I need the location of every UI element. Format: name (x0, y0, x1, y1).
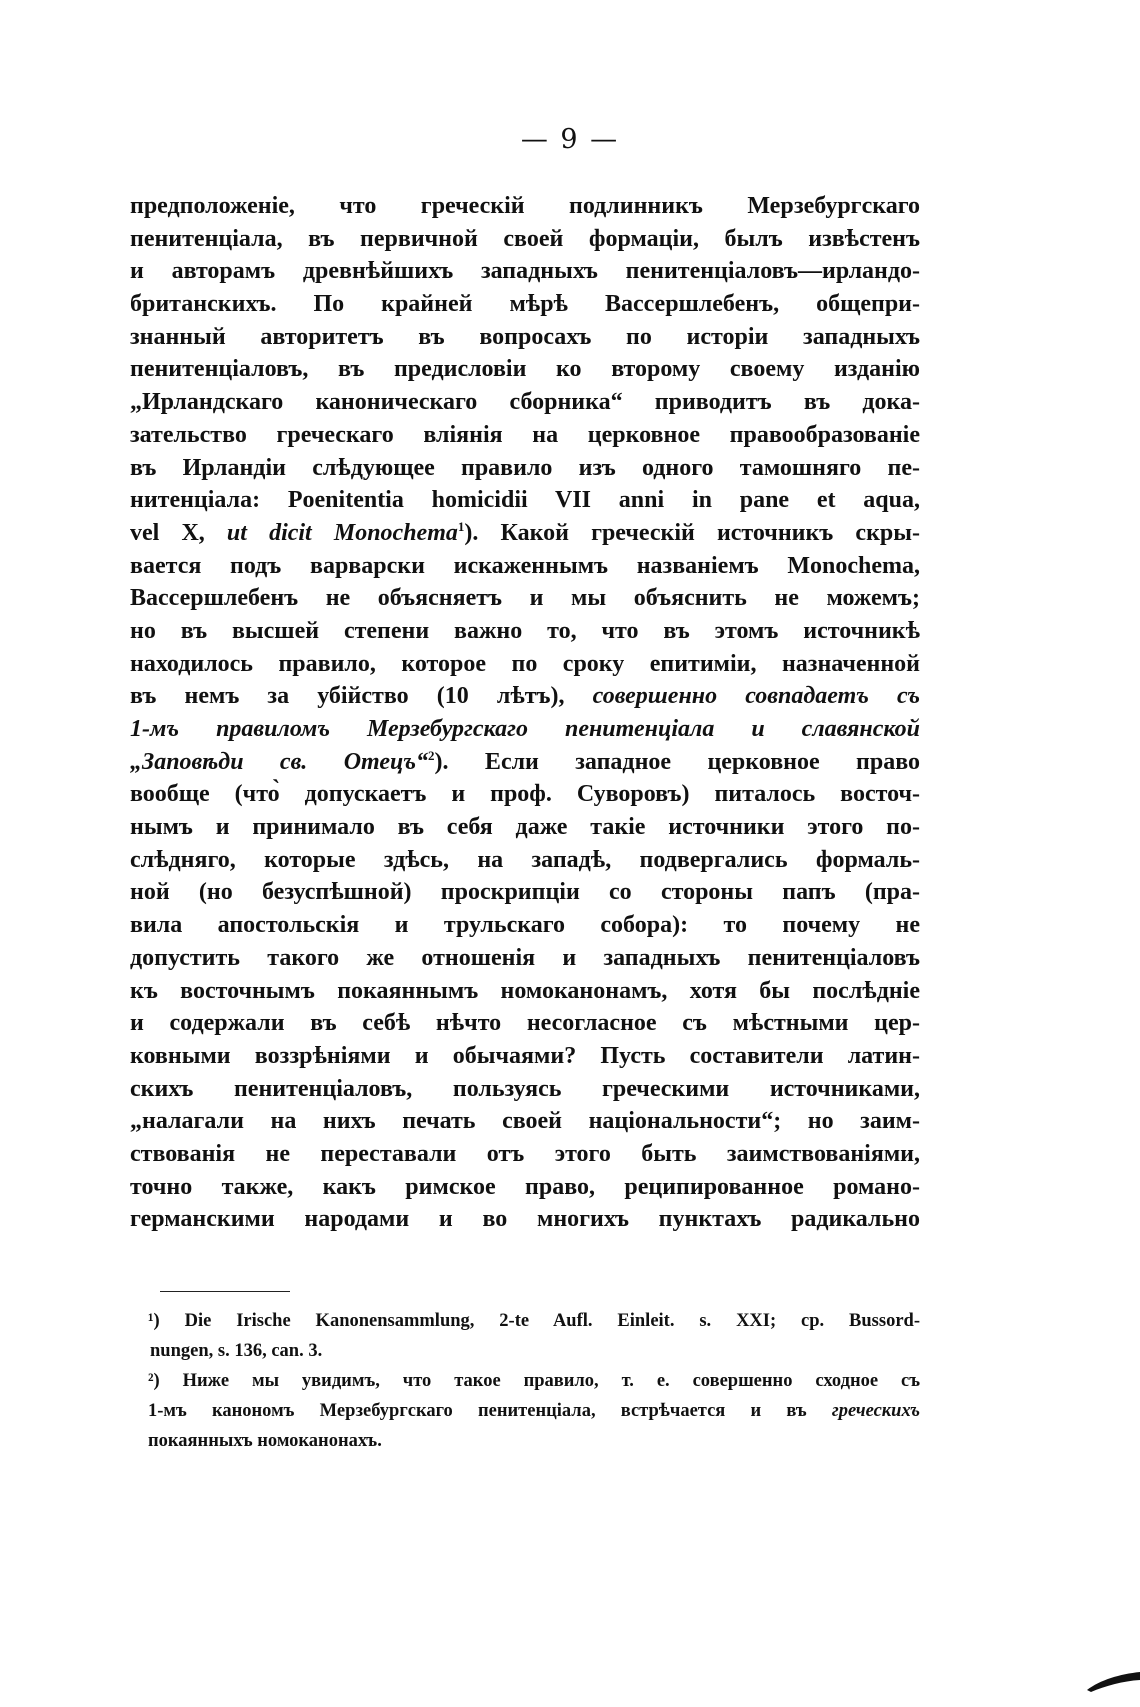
text-line: вается подъ варварски искаженнымъ названіемъ Monochema, (130, 552, 920, 579)
footnote-separator (160, 1291, 290, 1292)
text-line (130, 746, 920, 779)
italic-emphasis: совершенно совпадаетъ съ (592, 683, 921, 710)
text-line: пенитенціаловъ, въ предисловіи ко второму своему изданію (130, 356, 920, 383)
text-run: ). Если западное церковное право (434, 748, 920, 775)
text-line: пенитенціала, въ первичной своей формаціи, былъ извѣстенъ (130, 225, 920, 252)
text-line: точно также, какъ римское право, реципированное романо- (130, 1173, 920, 1200)
text-line: слѣдняго, которые здѣсь, на западѣ, подвергались формаль- (130, 846, 920, 873)
text-line: ной (но безуспѣшной) проскрипціи со стороны папъ (пра- (130, 879, 920, 906)
body-text (130, 190, 920, 1236)
italic-citation: ut dicit Monochema (226, 519, 458, 546)
text-line: къ восточнымъ покаяннымъ номоканонамъ, хотя бы послѣдніе (130, 977, 920, 1004)
text-line: предположеніе, что греческій подлинникъ Мерзебургскаго (130, 193, 920, 219)
footnote-2-line (148, 1396, 920, 1426)
text-line: „налагали на нихъ печать своей національности“; но заим- (130, 1108, 920, 1135)
text-line: британскихъ. По крайней мѣрѣ Вассершлебенъ, общепри- (130, 291, 920, 318)
footnote-2-line: покаянныхъ номоканонахъ. (148, 1431, 382, 1451)
text-line: германскими народами и во многихъ пунктахъ радикально (130, 1206, 920, 1233)
text-line: Вассершлебенъ не объясняетъ и мы объяснить не можемъ; (130, 585, 920, 612)
text-line: вообще (что̀ допускаетъ и проф. Суворовъ) питалось восточ- (130, 781, 920, 808)
footnotes (148, 1306, 920, 1456)
footnote-2-line: ²) Ниже мы увидимъ, что такое правило, т. е. совершенно сходное съ (148, 1371, 920, 1391)
text-run: 1-мъ канономъ Мерзебургскаго пенитенціала, встрѣчается и въ (148, 1401, 832, 1421)
text-line: „Ирландскаго каноническаго сборника“ приводитъ въ дока- (130, 389, 920, 416)
text-line: знанный авторитетъ въ вопросахъ по исторіи западныхъ (130, 323, 920, 350)
page-number: — 9 — (520, 124, 620, 155)
text-line: нитенціала: Poenitentia homicidii VII anni in pane et aqua, (130, 487, 920, 514)
footnote-1-line: ¹) Die Irische Kanonensammlung, 2-te Aufl. Einleit. s. XXI; ср. Bussord- (148, 1311, 920, 1331)
text-line: находилось правило, которое по сроку епитиміи, назначенной (130, 650, 920, 677)
text-line: и содержали въ себѣ нѣчто несогласное съ мѣстными цер- (130, 1010, 920, 1037)
text-line (130, 713, 920, 746)
text-line: но въ высшей степени важно то, что въ этомъ источникѣ (130, 617, 920, 644)
footnote-ref-1: 1 (457, 518, 465, 534)
text-line (130, 680, 920, 713)
text-run: въ немъ за убійство (10 лѣтъ), (130, 683, 593, 710)
italic-emphasis: греческихъ (831, 1401, 920, 1421)
italic-emphasis: 1-мъ правиломъ Мерзебургскаго пенитенціала и славянской (130, 716, 920, 742)
text-line: въ Ирландіи слѣдующее правило изъ одного тамошняго пе- (130, 454, 920, 481)
text-line: нымъ и принимало въ себя даже такіе источники этого по- (130, 814, 920, 841)
text-line: зательство греческаго вліянія на церковное правообразованіе (130, 421, 920, 448)
footnote-ref-2: 2 (428, 747, 435, 763)
text-line: вила апостольскія и трульскаго собора): то почему не (130, 912, 920, 939)
text-line: ствованія не переставали отъ этого быть заимствованіями, (130, 1140, 920, 1167)
text-line (130, 517, 920, 550)
text-line: и авторамъ древнѣйшихъ западныхъ пенитенціаловъ—ирландо- (130, 258, 920, 285)
italic-emphasis: „Заповѣди св. Отецъ“ (130, 748, 429, 775)
text-run: vel X, (130, 519, 227, 546)
text-line: ковными воззрѣніями и обычаями? Пусть составители латин- (130, 1042, 920, 1069)
text-run: ). Какой греческій источникъ скры- (464, 519, 920, 546)
footnote-1-line: nungen, s. 136, can. 3. (150, 1341, 323, 1361)
text-line: допустить такого же отношенія и западныхъ пенитенціаловъ (130, 944, 920, 971)
page-corner-mark (1085, 1672, 1140, 1692)
text-line: скихъ пенитенціаловъ, пользуясь греческими источниками, (130, 1075, 920, 1102)
